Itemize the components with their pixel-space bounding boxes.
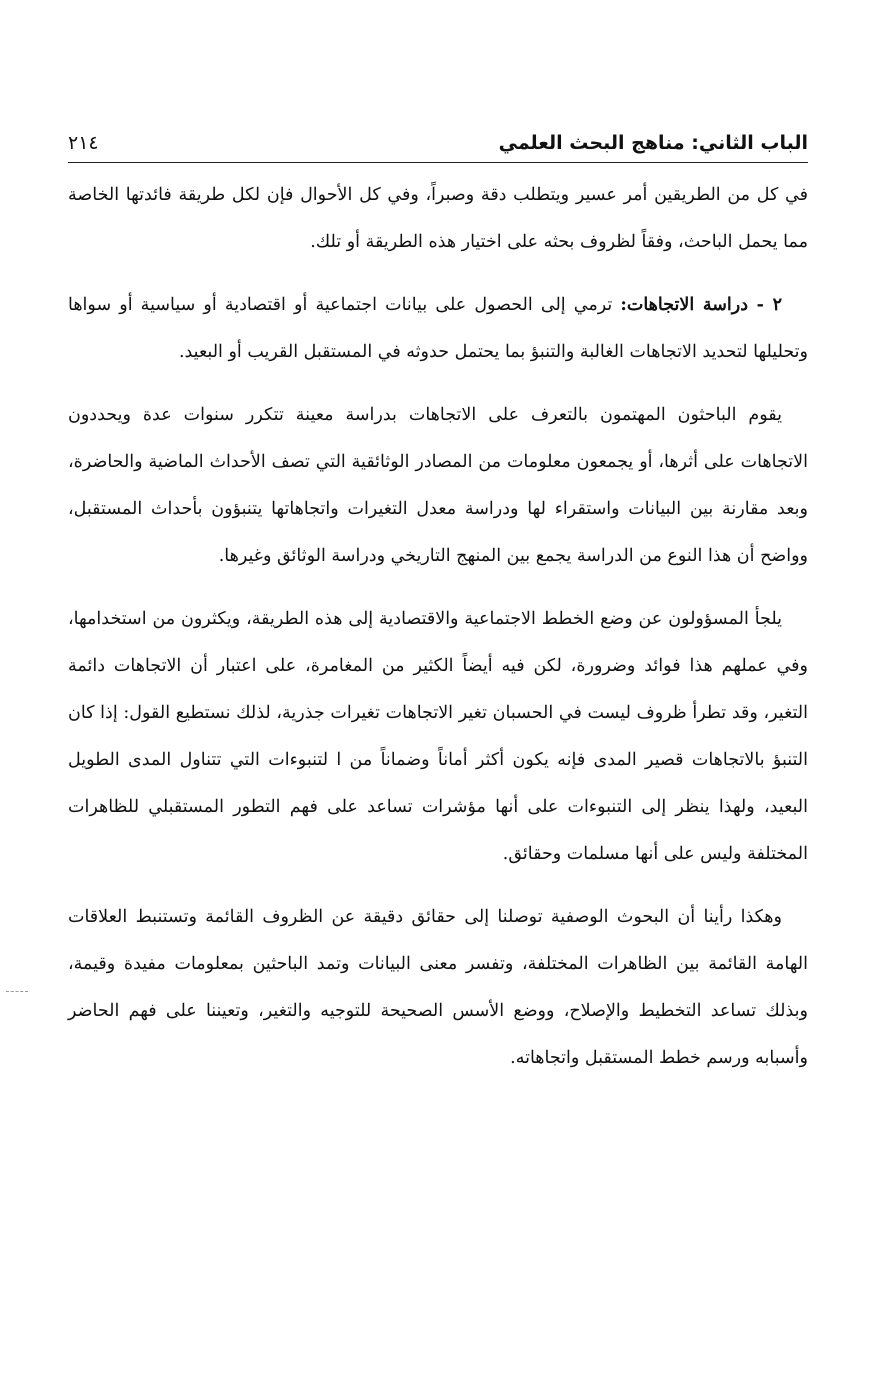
paragraph-1-text: في كل من الطريقين أمر عسير ويتطلب دقة وصبراً، وفي كل الأحوال فإن لكل طريقة فائدتها الخاصة مما يحمل الباحث، وفقاً لظروف بحثه على اختيار هذه الطريقة أو تلك. [68, 185, 808, 252]
header-divider [68, 162, 808, 163]
paragraph-5-text: وهكذا رأينا أن البحوث الوصفية توصلنا إلى حقائق دقيقة عن الظروف القائمة وتستنبط العلاقات الهامة القائمة بين الظاهرات المختلفة، وتفسر معنى البيانات وتمد الباحثين بمعلومات مفيدة وقيمة، وبذلك تساعد التخطيط والإصلاح، ووضع الأسس الصحيحة للتوجيه والتغير، وتعيننا على فهم الحاضر وأسبابه ورسم خطط المستقبل واتجاهاته. [68, 907, 808, 1068]
paragraph-1 [68, 172, 808, 266]
paragraph-5 [68, 894, 808, 1082]
body-text [68, 172, 808, 1082]
chapter-title: الباب الثاني: مناهج البحث العلمي [498, 132, 808, 154]
page-number: ٢١٤ [68, 132, 99, 154]
paragraph-4 [68, 596, 808, 878]
section-heading-trends: ٢ - دراسة الاتجاهات: [620, 295, 783, 315]
paragraph-2 [68, 282, 808, 376]
paragraph-3 [68, 392, 808, 580]
running-header [68, 128, 808, 162]
scan-margin-mark [6, 991, 28, 992]
paragraph-4-text: يلجأ المسؤولون عن وضع الخطط الاجتماعية والاقتصادية إلى هذه الطريقة، ويكثرون من استخدامها، وفي عملهم هذا فوائد وضرورة، لكن فيه أيضاً الكثير من المغامرة، على اعتبار أن الاتجاهات دائمة التغير، وقد تطرأ ظروف ليست في الحسبان تغير الاتجاهات تغيرات جذرية، لذلك نستطيع القول: إذا كان التنبؤ بالاتجاهات قصير المدى فإنه يكون أكثر أماناً وضماناً من ا لتنبوءات التي تتناول المدى الطويل البعيد، ولهذا ينظر إلى التنبوءات على أنها مؤشرات تساعد على فهم التطور المستقبلي للظاهرات المختلفة وليس على أنها مسلمات وحقائق. [68, 609, 808, 864]
paragraph-2-text: ترمي إلى الحصول على بيانات اجتماعية أو اقتصادية أو سياسية أو سواها وتحليلها لتحديد الاتجاهات الغالبة والتنبؤ بما يحتمل حدوثه في المستقبل القريب أو البعيد. [68, 295, 808, 362]
paragraph-3-text: يقوم الباحثون المهتمون بالتعرف على الاتجاهات بدراسة معينة تتكرر سنوات عدة ويحددون الاتجاهات على أثرها، أو يجمعون معلومات من المصادر الوثائقية التي تصف الأحداث الماضية والحاضرة، وبعد مقارنة بين البيانات واستقراء لها ودراسة معدل التغيرات واتجاهاتها يتنبؤون بأحداث المستقبل، وواضح أن هذا النوع من الدراسة يجمع بين المنهج التاريخي ودراسة الوثائق وغيرها. [68, 405, 808, 566]
